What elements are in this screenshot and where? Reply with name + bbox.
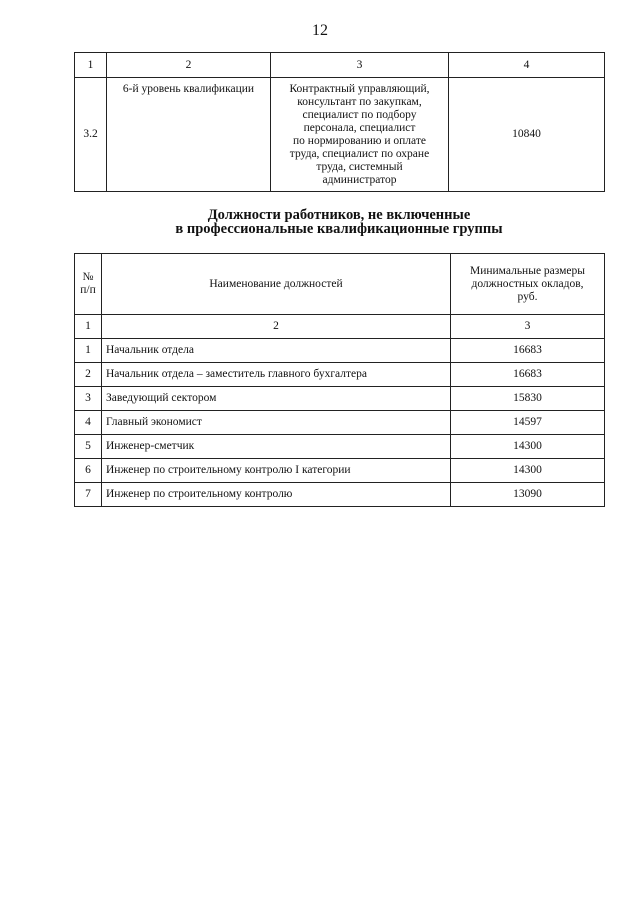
row-number-cell: 1 [75,339,102,363]
number-header-cell [75,254,102,315]
header-text-line: должностных окладов, [471,277,584,290]
header-text-line: п/п [80,284,96,296]
position-line: Контрактный управляющий, [289,83,430,95]
salary-cell: 14300 [451,435,605,459]
table-row [75,363,605,387]
section-title-line: Должности работников, не включенные [207,207,471,223]
qualification-level-cell: 6-й уровень квалификации [107,78,271,192]
salary-cell: 14300 [451,459,605,483]
table-row [75,387,605,411]
row-number-cell: 3.2 [75,78,107,192]
salary-cell: 10840 [449,78,605,192]
salary-cell: 15830 [451,387,605,411]
section-title-line: в профессиональные квалификационные группы [175,221,503,237]
row-number-cell: 7 [75,483,102,507]
positions-cell [271,78,449,192]
row-number-cell: 3 [75,387,102,411]
qualification-table [74,52,605,192]
page-number: 12 [312,22,328,39]
salary-cell: 13090 [451,483,605,507]
table-header-row [75,53,605,78]
column-numbers-row [75,315,605,339]
salary-cell: 14597 [451,411,605,435]
row-number-cell: 4 [75,411,102,435]
column-number-cell: 1 [75,315,102,339]
header-text-line: Минимальные размеры [469,264,586,277]
header-text-line: руб. [517,290,538,303]
column-number-cell: 3 [271,53,449,78]
position-name-cell: Начальник отдела – заместитель главного бухгалтера [102,363,451,387]
table-row [75,339,605,363]
column-number-cell: 2 [107,53,271,78]
position-name-cell: Заведующий сектором [102,387,451,411]
salary-header-cell [451,254,605,315]
name-header-cell: Наименование должностей [102,254,451,315]
table-header-row [75,254,605,315]
position-line: по нормированию и оплате [293,135,426,147]
table-row [75,78,605,192]
section-title [74,208,604,236]
position-line: персонала, специалист [303,122,416,134]
row-number-cell: 2 [75,363,102,387]
column-number-cell: 1 [75,53,107,78]
position-name-cell: Инженер по строительному контролю I категории [102,459,451,483]
position-name-cell: Главный экономист [102,411,451,435]
table-row [75,435,605,459]
table-row [75,483,605,507]
position-name-cell: Инженер-сметчик [102,435,451,459]
column-number-cell: 3 [451,315,605,339]
position-name-cell: Инженер по строительному контролю [102,483,451,507]
row-number-cell: 5 [75,435,102,459]
table-row [75,411,605,435]
position-line: специалист по подбору [302,109,417,121]
column-number-cell: 4 [449,53,605,78]
position-name-cell: Начальник отдела [102,339,451,363]
position-line: администратор [322,174,397,186]
position-line: консультант по закупкам, [297,96,422,108]
position-line: труда, системный [316,161,403,173]
salary-cell: 16683 [451,339,605,363]
column-number-cell: 2 [102,315,451,339]
table-row [75,459,605,483]
salary-cell: 16683 [451,363,605,387]
row-number-cell: 6 [75,459,102,483]
positions-salary-table [74,253,605,507]
position-line: труда, специалист по охране [289,148,430,160]
header-text-line: № [82,271,94,283]
